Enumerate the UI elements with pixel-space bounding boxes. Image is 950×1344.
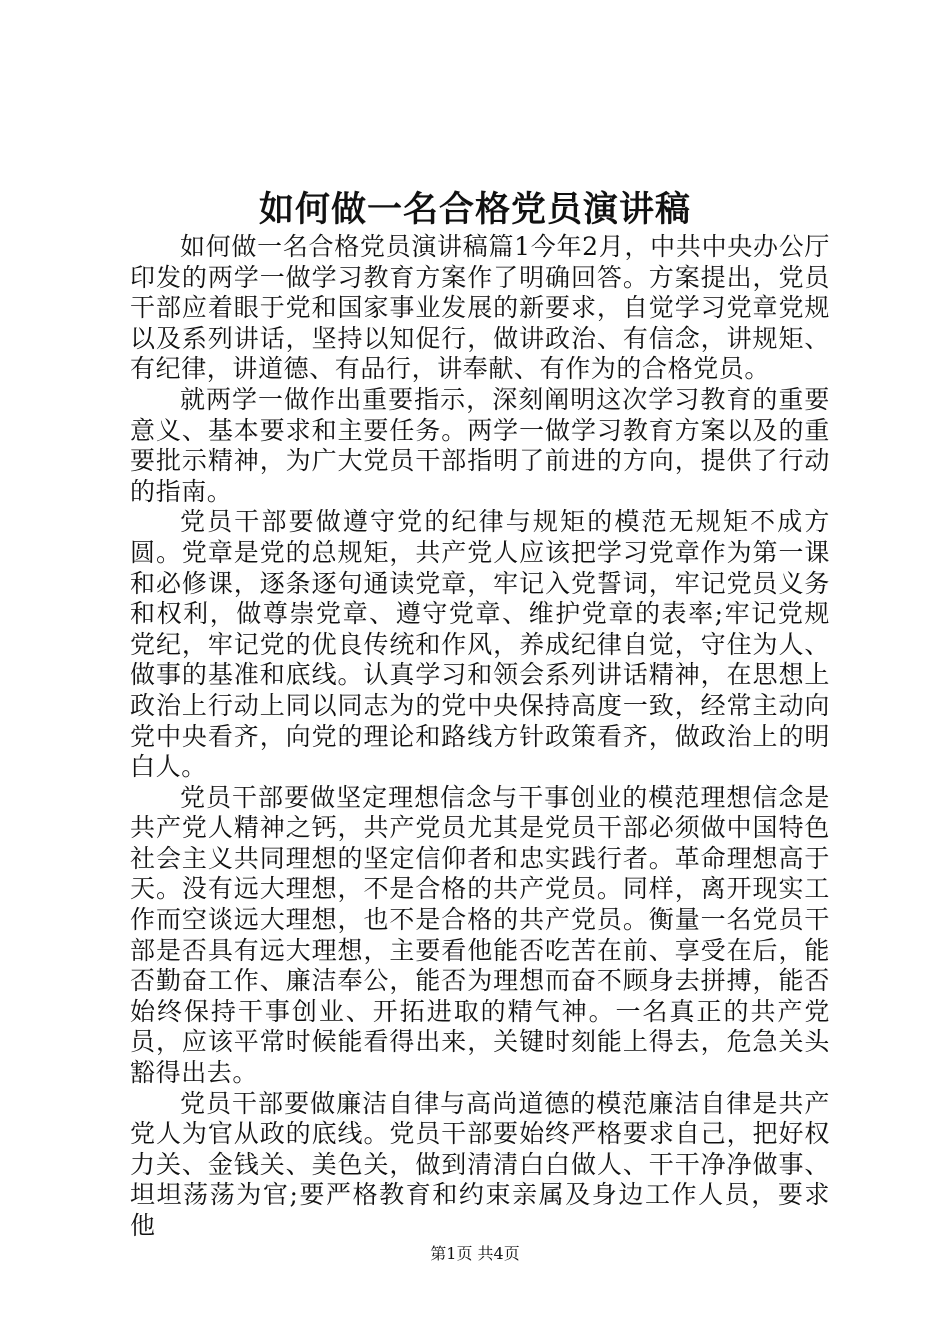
paragraph-2: 就两学一做作出重要指示，深刻阐明这次学习教育的重要意义、基本要求和主要任务。两学一做学习教育方案以及的重要批示精神，为广大党员干部指明了前进的方向，提供了行动的指南。	[130, 384, 830, 506]
document-title: 如何做一名合格党员演讲稿	[258, 189, 691, 230]
document-body	[130, 232, 830, 1242]
paragraph-1: 如何做一名合格党员演讲稿篇1今年2月，中共中央办公厅印发的两学一做学习教育方案作了明确回答。方案提出，党员干部应着眼于党和国家事业发展的新要求，自觉学习党章党规以及系列讲话，坚持以知促行，做讲政治、有信念，讲规矩、有纪律，讲道德、有品行，讲奉献、有作为的合格党员。	[130, 232, 830, 384]
paragraph-3: 党员干部要做遵守党的纪律与规矩的模范无规矩不成方圆。党章是党的总规矩，共产党人应该把学习党章作为第一课和必修课，逐条逐句通读党章，牢记入党誓词，牢记党员义务和权利，做尊崇党章、遵守党章、维护党章的表率;牢记党规党纪，牢记党的优良传统和作风，养成纪律自觉，守住为人、做事的基准和底线。认真学习和领会系列讲话精神，在思想上政治上行动上同以同志为的党中央保持高度一致，经常主动向党中央看齐，向党的理论和路线方针政策看齐，做政治上的明白人。	[130, 507, 830, 782]
page-footer: 第1页 共4页	[430, 1244, 520, 1263]
paragraph-5: 党员干部要做廉洁自律与高尚道德的模范廉洁自律是共产党人为官从政的底线。党员干部要始终严格要求自己，把好权力关、金钱关、美色关，做到清清白白做人、干干净净做事、坦坦荡荡为官;要严格教育和约束亲属及身边工作人员，要求他	[130, 1088, 830, 1240]
paragraph-4: 党员干部要做坚定理想信念与干事创业的模范理想信念是共产党人精神之钙，共产党员尤其是党员干部必须做中国特色社会主义共同理想的坚定信仰者和忠实践行者。革命理想高于天。没有远大理想，不是合格的共产党员。同样，离开现实工作而空谈远大理想，也不是合格的共产党员。衡量一名党员干部是否具有远大理想，主要看他能否吃苦在前、享受在后，能否勤奋工作、廉洁奉公，能否为理想而奋不顾身去拼搏，能否始终保持干事创业、开拓进取的精气神。一名真正的共产党员，应该平常时候能看得出来，关键时刻能上得去，危急关头豁得出去。	[130, 782, 830, 1088]
